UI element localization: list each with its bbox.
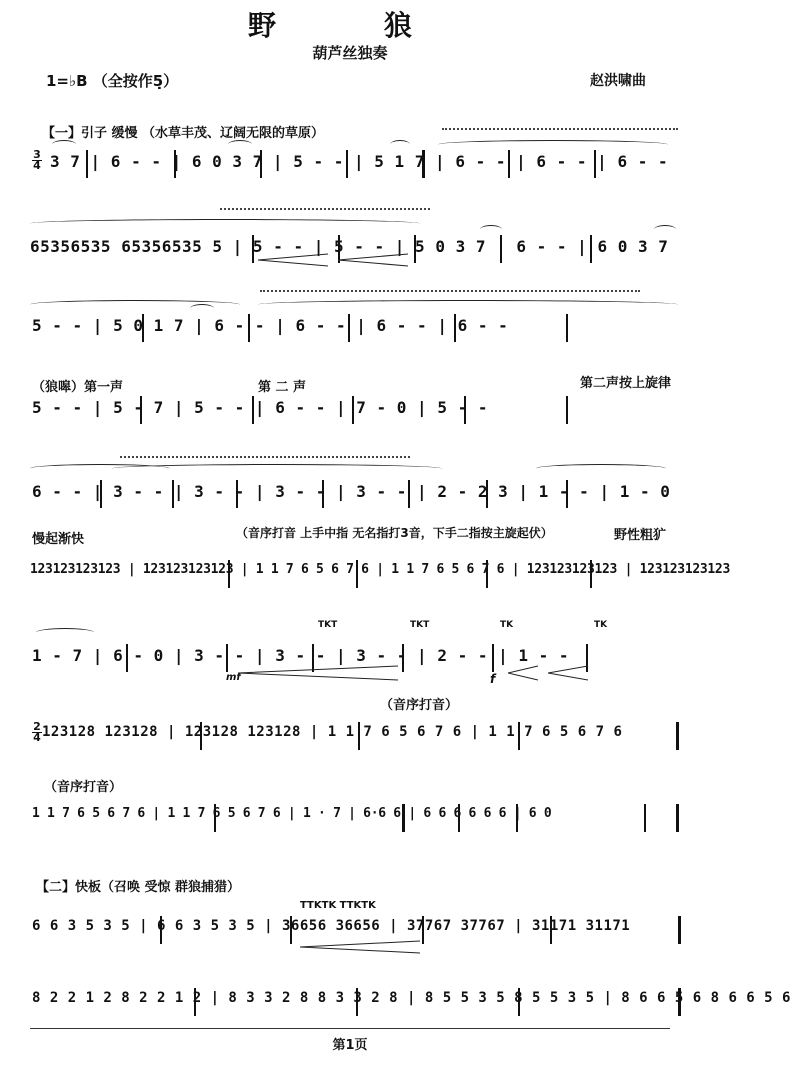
notation-row-7: 1 - 7 | 6 - 0 | 3 - - | 3 - - | 3 - - | 2 - - | 1 - - [32, 646, 570, 665]
articulation-tk-1: TK [500, 620, 514, 630]
notation-row-1: 3 7 | 6 - - | 6 0 3 7 | 5 - - | 5 1 7 | 6 - - | 6 - - | 6 - - [50, 152, 669, 171]
hairpin-crescendo [238, 664, 588, 682]
staff-row-3 [30, 310, 680, 342]
time-signature-3-4: 3 4 [33, 148, 41, 172]
notation-row-9: 1 1 7 6 5 6 7 6 | 1 1 7 6 5 6 7 6 | 1 · 7 | 6·6 6 | 6 6 6 6 6 6 | 6 0 [32, 806, 552, 821]
composer: 赵洪啸曲 [590, 73, 646, 89]
label-accel: 慢起渐快 [32, 532, 85, 547]
section-two-heading: 【二】快板（召唤 受惊 群狼捕猎） [36, 880, 241, 895]
label-grace-2: （音序打音） [44, 780, 123, 795]
footer-divider [30, 1028, 670, 1029]
hairpin-crescendo [300, 940, 420, 954]
notation-row-10: 6 6 3 5 3 5 | 6 6 3 5 3 5 | 36656 36656 | 37767 37767 | 31171 31171 [32, 918, 631, 934]
staff-row-4 [30, 392, 680, 424]
trill-line [120, 456, 410, 458]
notation-row-2: 65356535 65356535 5 | 5 - - | 5 - - | 5 0 3 7 | 6 - - | 6 0 3 7 [30, 237, 669, 256]
label-wolf-cry: （狼嗥）第一声 [32, 380, 124, 395]
notation-row-5: 6 - - | 3 - - | 3 - - | 3 - - | 3 - - | 2 - 2 3 | 1 - - | 1 - 0 [32, 482, 671, 501]
staff-row-11 [30, 984, 791, 1016]
dynamic-mf: mf [226, 672, 241, 683]
articulation-tkt-1: TKT [318, 620, 338, 630]
key-signature: 1=♭B （全按作5̣） [46, 72, 179, 90]
section-one-heading: 【一】引子 缓慢 （水草丰茂、辽阔无限的草原） [42, 126, 325, 141]
label-second-press: 第二声按上旋律 [580, 376, 672, 391]
trill-line [442, 128, 678, 130]
notation-row-8: 123128 123128 | 123128 123128 | 1 1 7 6 5 6 7 6 | 1 1 7 6 5 6 7 6 [42, 724, 623, 740]
page-number: 第1页 [332, 1038, 368, 1053]
staff-row-1 [30, 146, 680, 178]
dynamic-f: f [490, 672, 496, 686]
label-grace-1: （音序打音） [380, 698, 459, 713]
label-second: 第 二 声 [258, 380, 307, 395]
notation-row-11: 8 2 2 1 2 8 2 2 1 2 | 8 3 3 2 8 8 3 3 2 8 | 8 5 5 3 5 8 5 5 3 5 | 8 6 6 5 6 8 6 6 5 6 [32, 990, 791, 1006]
trill-line [220, 208, 430, 210]
notation-row-6: 123123123123 | 123123123123 | 1 1 7 6 5 6 7 6 | 1 1 7 6 5 6 7 6 | 123123123123 | 123123123123 [30, 562, 730, 577]
staff-row-8 [30, 718, 680, 750]
staff-row-5 [30, 476, 680, 508]
notation-row-3: 5 - - | 5 0 1 7 | 6 - - | 6 - - | 6 - - | 6 - - [32, 316, 509, 335]
staff-row-6 [30, 556, 730, 588]
hairpin-crescendo [258, 252, 418, 268]
label-wild: 野性粗犷 [614, 528, 667, 543]
notation-row-4: 5 - - | 5 - 7 | 5 - - | 6 - - | 7 - 0 | 5 - - [32, 398, 488, 417]
page-title: 野 狼 [247, 9, 452, 42]
articulation-tkt-2: TKT [410, 620, 430, 630]
subtitle: 葫芦丝独奏 [312, 44, 388, 62]
articulation-ttktk: TTKTK TTKTK [300, 900, 376, 911]
trill-line [260, 290, 640, 292]
articulation-tk-2: TK [594, 620, 608, 630]
time-signature-2-4: 2 4 [33, 720, 41, 744]
staff-row-9 [30, 800, 680, 832]
label-grace-desc: （音序打音 上手中指 无名指打3音，下手二指按主旋起伏） [236, 526, 553, 540]
